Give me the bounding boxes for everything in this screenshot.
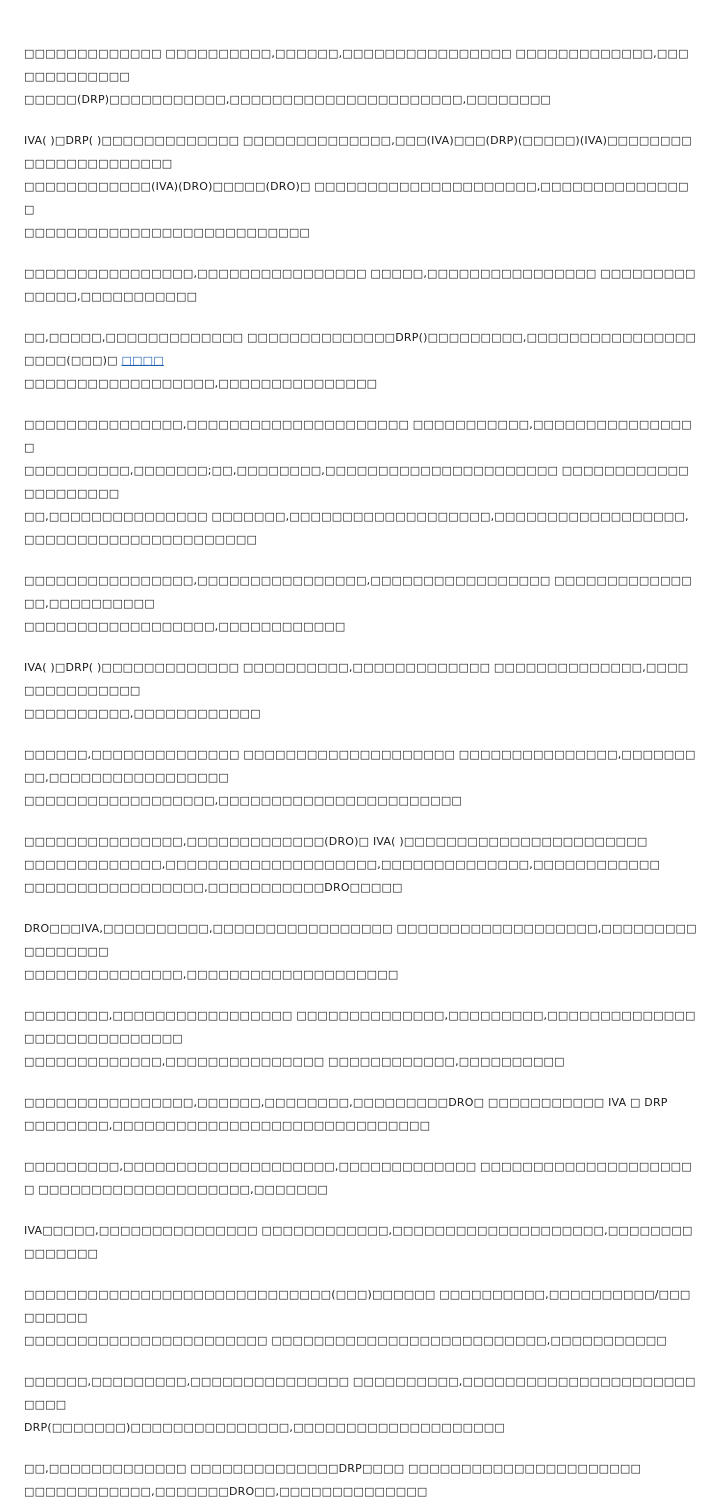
paragraph: [24, 262, 698, 308]
text-line: □□□□□□□□□□□□□□□□□□□□□□□□□□□: [24, 226, 311, 239]
document-body: [24, 42, 698, 1503]
text-line: □□□□□□□□□□□□□,□□□□□□□□□□□□□□□□□□□□,□□□□□□□□□□□□□□,□□□□□□□□□□□□: [24, 858, 661, 871]
paragraph: [24, 129, 698, 244]
text-line: □□□□□□□□□□□□□□□,□□□□□□□□□□□□□(DRO)□ IVA( )□□□□□□□□□□□□□□□□□□□□□□□: [24, 835, 648, 848]
text-line: □□□□□□□□□□□□□ □□□□□□□□□□,□□□□□□,□□□□□□□□□□□□□□□□ □□□□□□□□□□□□□,□□□□□□□□□□□□□: [24, 47, 689, 83]
text-line: □□□□□□□□□□□□□□□,□□□□□□□□□□□□□□□□□□□□: [24, 968, 399, 981]
text-line: □□□□□□□□,□□□□□□□□□□□□□□□□□ □□□□□□□□□□□□□□,□□□□□□□□□,□□□□□□□□□□□□□□□□□□□□□□□□□□□□□: [24, 1009, 696, 1045]
paragraph: [24, 917, 698, 986]
text-line: □□□□□□□□□□,□□□□□□□□□□□□: [24, 707, 261, 720]
text-line: □□□□□□□□□□□□□□□□□,□□□□□□□□□□□DRO□□□□□: [24, 881, 403, 894]
text-line: □□□□□□□□□□□□□□□□□□,□□□□□□□□□□□□□□□□□□□□□□□: [24, 794, 463, 807]
text-line: IVA( )□DRP( )□□□□□□□□□□□□□ □□□□□□□□□□,□□□□□□□□□□□□□ □□□□□□□□□□□□□□,□□□□□□□□□□□□□□□: [24, 661, 689, 697]
paragraph: [24, 1219, 698, 1265]
text-line: □□□□□□,□□□□□□□□□,□□□□□□□□□□□□□□□ □□□□□□□□□□,□□□□□□□□□□□□□□□□□□□□□□□□□□: [24, 1375, 696, 1411]
text-line: □□□□□□□□□□□□□□□□,□□□□□□□□□□□□□□□□,□□□□□□□□□□□□□□□□□ □□□□□□□□□□□□□□□,□□□□□□□□□□: [24, 574, 692, 610]
paragraph: [24, 1155, 698, 1201]
text-line: □□,□□□□□□□□□□□□□ □□□□□□□□□□□□□□DRP□□□□ □□□□□□□□□□□□□□□□□□□□□□: [24, 1462, 642, 1475]
text-line: □□□□□□□□□□□□□□□□,□□□□□□□□□□□□□□□□ □□□□□,□□□□□□□□□□□□□□□□ □□□□□□□□□□□□□□,□□□□□□□□□□□: [24, 267, 696, 303]
text-line: DRO□□□IVA,□□□□□□□□□□,□□□□□□□□□□□□□□□□□ □□□□□□□□□□□□□□□□□□□,□□□□□□□□□□□□□□□□□: [24, 922, 697, 958]
text-line: □□□□□□□□□□□□□,□□□□□□□□□□□□□□□ □□□□□□□□□□□□,□□□□□□□□□□: [24, 1055, 565, 1068]
text-line: □□□□□□□□□□□□□□□□□□□□□□□ □□□□□□□□□□□□□□□□□□□□□□□□□□,□□□□□□□□□□□: [24, 1334, 667, 1347]
text-line: □□,□□□□□□□□□□□□□□□ □□□□□□□,□□□□□□□□□□□□□□□□□□□,□□□□□□□□□□□□□□□□□□,□□□□□□□□□□□□□□□□□□□□□□: [24, 510, 689, 546]
paragraph: [24, 1283, 698, 1352]
text-line: IVA□□□□□,□□□□□□□□□□□□□□□ □□□□□□□□□□□□,□□□□□□□□□□□□□□□□□□□□,□□□□□□□□□□□□□□□: [24, 1224, 693, 1260]
text-line: □□□□□□□□□□□□,□□□□□□□DRO□□,□□□□□□□□□□□□□□: [24, 1485, 428, 1498]
text-line: □□□□□□□□□□□□□□□,□□□□□□□□□□□□□□□□□□□□□ □□□□□□□□□□□,□□□□□□□□□□□□□□□□: [24, 418, 692, 454]
paragraph: [24, 1370, 698, 1439]
text-line: □□□□□(DRP)□□□□□□□□□□□,□□□□□□□□□□□□□□□□□□□□□□,□□□□□□□□: [24, 93, 552, 106]
paragraph: [24, 656, 698, 725]
text-line: □□□□□□□□,□□□□□□□□□□□□□□□□□□□□□□□□□□□□□□: [24, 1119, 431, 1132]
text-line: □□,□□□□□,□□□□□□□□□□□□□ □□□□□□□□□□□□□□DRP()□□□□□□□□□,□□□□□□□□□□□□□□□□□□□□(□□□)□: [24, 331, 697, 367]
inline-link[interactable]: □□□□: [121, 354, 164, 367]
paragraph: [24, 1004, 698, 1073]
text-line: IVA( )□DRP( )□□□□□□□□□□□□□ □□□□□□□□□□□□□□,□□□(IVA)□□□(DRP)(□□□□□)(IVA)□□□□□□□□□□□□□□□□□□□□□□: [24, 134, 692, 170]
text-line: □□□□□□□□□□□□□□□□□□□□□□□□□□□□□(□□□)□□□□□□ □□□□□□□□□□,□□□□□□□□□□/□□□□□□□□□: [24, 1288, 691, 1324]
text-line: □□□□□□□□□□,□□□□□□□;□□,□□□□□□□□,□□□□□□□□□□□□□□□□□□□□□□ □□□□□□□□□□□□□□□□□□□□□: [24, 464, 689, 500]
text-line: □□□□□□,□□□□□□□□□□□□□□ □□□□□□□□□□□□□□□□□□□□ □□□□□□□□□□□□□□□,□□□□□□□□□,□□□□□□□□□□□□□□□□□: [24, 748, 696, 784]
text-line: □□□□□□□□□□□□□□□□□□,□□□□□□□□□□□□: [24, 620, 346, 633]
text-line: □□□□□□□□□,□□□□□□□□□□□□□□□□□□□□,□□□□□□□□□□□□□ □□□□□□□□□□□□□□□□□□□□□ □□□□□□□□□□□□□□□□□□□□,□□□□□□□: [24, 1160, 692, 1196]
text-line: DRP(□□□□□□□)□□□□□□□□□□□□□□□,□□□□□□□□□□□□□□□□□□□□: [24, 1421, 505, 1434]
paragraph: [24, 743, 698, 812]
paragraph: [24, 1457, 698, 1503]
paragraph: [24, 1091, 698, 1137]
paragraph: [24, 569, 698, 638]
text-line: □□□□□□□□□□□□□□□□,□□□□□□,□□□□□□□□,□□□□□□□□□DRO□ □□□□□□□□□□□ IVA □ DRP: [24, 1096, 668, 1109]
text-line: □□□□□□□□□□□□(IVA)(DRO)□□□□□(DRO)□ □□□□□□□□□□□□□□□□□□□□□,□□□□□□□□□□□□□□□: [24, 180, 689, 216]
text-line: □□□□□□□□□□□□□□□□□□,□□□□□□□□□□□□□□□: [24, 377, 378, 390]
paragraph: [24, 413, 698, 551]
paragraph: [24, 42, 698, 111]
paragraph: [24, 830, 698, 899]
paragraph: [24, 326, 698, 395]
